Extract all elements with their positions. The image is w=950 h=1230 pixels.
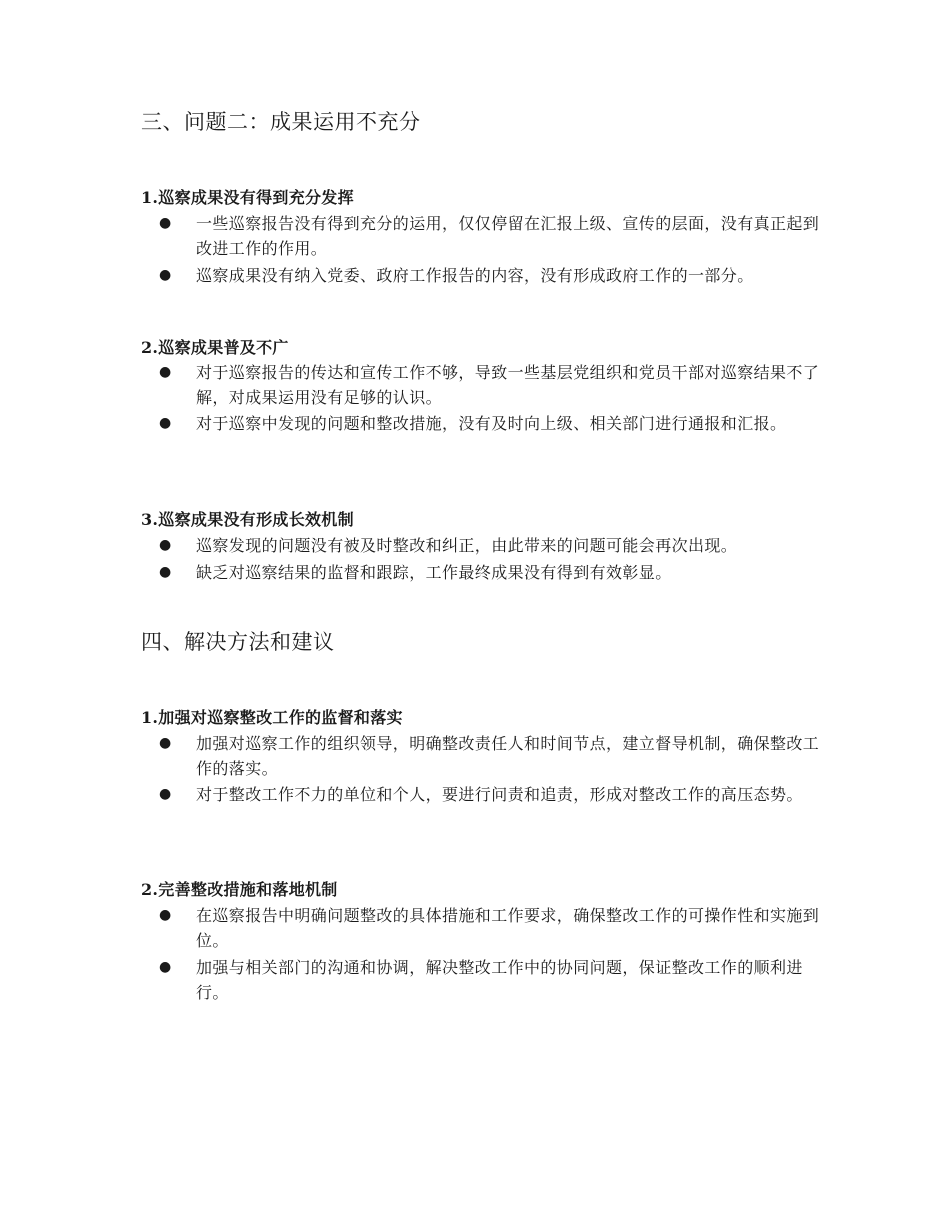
bullet-icon: ● (159, 907, 172, 923)
bullet-icon: ● (159, 537, 172, 553)
bullet-icon: ● (159, 786, 172, 802)
subsection-heading: 1.巡察成果没有得到充分发挥 (141, 188, 354, 207)
subsection-heading: 2.完善整改措施和落地机制 (141, 880, 338, 899)
list-item: ● 缺乏对巡察结果的监督和跟踪，工作最终成果没有得到有效彰显。 (196, 560, 821, 585)
bullet-icon: ● (159, 215, 172, 231)
subsection-heading: 1.加强对巡察整改工作的监督和落实 (141, 708, 403, 727)
bullet-icon: ● (159, 735, 172, 751)
bullet-icon: ● (159, 564, 172, 580)
bullet-icon: ● (159, 364, 172, 380)
list-item: ● 加强对巡察工作的组织领导，明确整改责任人和时间节点，建立督导机制，确保整改工作的落实。 (196, 731, 821, 781)
list-item: ● 在巡察报告中明确问题整改的具体措施和工作要求，确保整改工作的可操作性和实施到位。 (196, 903, 821, 953)
bullet-icon: ● (159, 267, 172, 283)
subsection-heading: 3.巡察成果没有形成长效机制 (141, 510, 354, 529)
section-heading: 三、问题二：成果运用不充分 (141, 110, 421, 134)
list-item: ● 加强与相关部门的沟通和协调，解决整改工作中的协同问题，保证整改工作的顺利进行。 (196, 955, 821, 1005)
section-heading: 四、解决方法和建议 (141, 630, 335, 654)
list-item: ● 对于整改工作不力的单位和个人，要进行问责和追责，形成对整改工作的高压态势。 (196, 782, 821, 807)
bullet-icon: ● (159, 959, 172, 975)
list-item: ● 对于巡察中发现的问题和整改措施，没有及时向上级、相关部门进行通报和汇报。 (196, 411, 821, 436)
list-item: ● 巡察成果没有纳入党委、政府工作报告的内容，没有形成政府工作的一部分。 (196, 263, 821, 288)
list-item: ● 一些巡察报告没有得到充分的运用，仅仅停留在汇报上级、宣传的层面，没有真正起到改进工作的作用。 (196, 211, 821, 261)
bullet-icon: ● (159, 415, 172, 431)
list-item: ● 巡察发现的问题没有被及时整改和纠正，由此带来的问题可能会再次出现。 (196, 533, 821, 558)
subsection-heading: 2.巡察成果普及不广 (141, 338, 289, 357)
list-item: ● 对于巡察报告的传达和宣传工作不够，导致一些基层党组织和党员干部对巡察结果不了解，对成果运用没有足够的认识。 (196, 360, 821, 410)
